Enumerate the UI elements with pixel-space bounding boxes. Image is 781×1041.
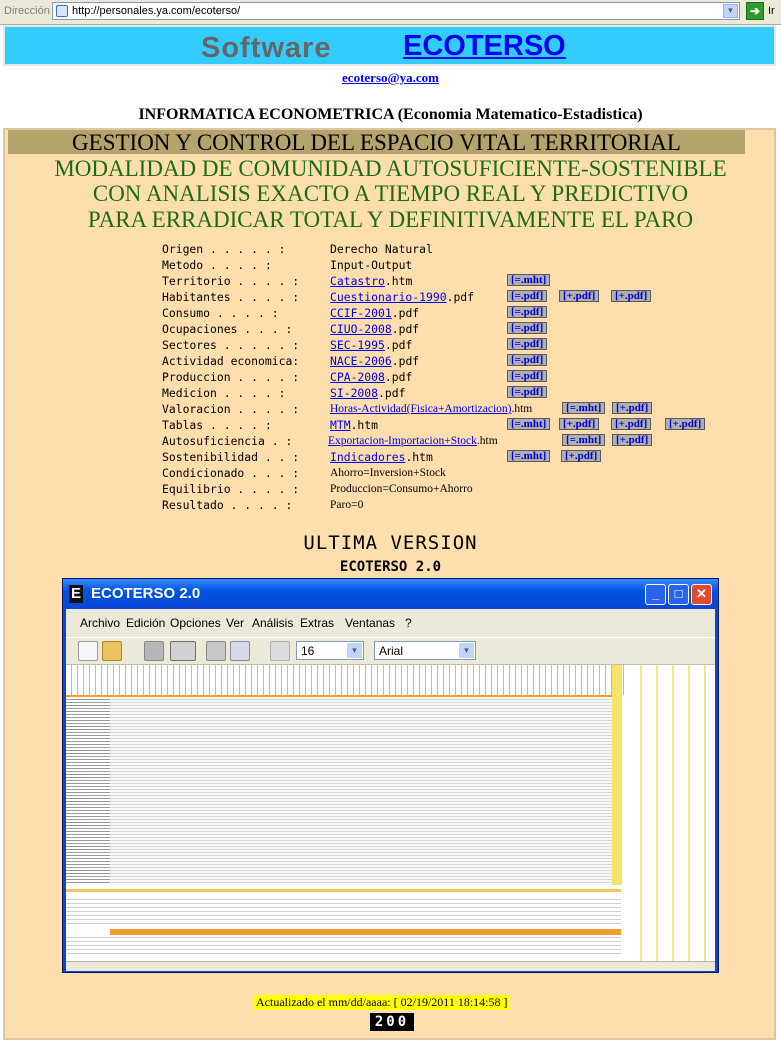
- menu-ver: Ver: [226, 616, 245, 630]
- header-banner: [3, 25, 776, 66]
- spec-key: Territorio . . . . :: [162, 274, 300, 288]
- spec-link[interactable]: Indicadores: [330, 450, 406, 464]
- open-folder-icon: [102, 641, 122, 661]
- minimize-icon: _: [645, 584, 666, 605]
- download-badge[interactable]: [+.pdf]: [611, 290, 651, 302]
- spec-key: Habitantes . . . . :: [162, 290, 300, 304]
- tools-icon: [206, 641, 226, 661]
- download-badge[interactable]: [=.pdf]: [507, 290, 547, 302]
- headline-line-1: MODALIDAD DE COMUNIDAD AUTOSUFICIENTE-SOSTENIBLE: [54, 156, 727, 181]
- window-titlebar: [63, 579, 718, 609]
- spec-value: Paro=0: [330, 499, 364, 511]
- window-client: [66, 609, 715, 970]
- spec-ext: .htm: [511, 403, 533, 415]
- spec-ext: .pdf: [391, 354, 420, 368]
- grid-summary-rows: [66, 897, 621, 927]
- spec-ext: .htm: [405, 450, 433, 464]
- spec-key: Sectores . . . . . :: [162, 338, 300, 352]
- spec-link[interactable]: MTM: [330, 418, 351, 432]
- download-badge[interactable]: [=.pdf]: [507, 306, 547, 318]
- headline-line-3: PARA ERRADICAR TOTAL Y DEFINITIVAMENTE EL PARO: [87, 207, 694, 232]
- font-size-combo: [296, 641, 364, 660]
- download-badge[interactable]: [+.pdf]: [665, 418, 705, 430]
- spec-ext: .pdf: [391, 306, 420, 320]
- spec-key: Ocupaciones . . . :: [162, 322, 293, 336]
- spec-value: Derecho Natural: [330, 242, 433, 256]
- download-badge[interactable]: [=.pdf]: [507, 386, 547, 398]
- menu-edicion: Edición: [126, 616, 166, 630]
- spec-value: [330, 403, 532, 415]
- download-badge[interactable]: [=.pdf]: [507, 354, 547, 366]
- address-url[interactable]: http://personales.ya.com/ecoterso/: [72, 5, 241, 17]
- download-badge[interactable]: [=.mht]: [507, 450, 550, 462]
- download-badge[interactable]: [=.mht]: [562, 402, 605, 414]
- spec-ext: .htm: [350, 418, 379, 432]
- spec-key: Consumo . . . . :: [162, 306, 279, 320]
- spec-key: Actividad economica:: [162, 354, 300, 368]
- spec-value: [330, 322, 419, 336]
- spec-value: [330, 306, 419, 320]
- spec-link[interactable]: CIUO-2008: [330, 322, 392, 336]
- grid-total-column: [612, 665, 622, 885]
- spec-ext: .pdf: [391, 322, 420, 336]
- new-file-icon: [78, 641, 98, 661]
- maximize-icon: □: [668, 584, 689, 605]
- close-icon: ✕: [691, 584, 712, 605]
- spec-link[interactable]: Catastro: [330, 274, 385, 288]
- address-input[interactable]: [52, 2, 740, 20]
- address-label: Dirección: [4, 5, 50, 17]
- font-name-value: Arial: [379, 644, 404, 658]
- last-updated: Actualizado el mm/dd/aaaa: [ 02/19/2011 18:14:58 ]: [256, 995, 508, 1009]
- grid-summary-divider: [66, 889, 621, 892]
- spec-link[interactable]: Horas-Actividad(Fisica+Amortizacion): [330, 403, 512, 415]
- gestion-heading: GESTION Y CONTROL DEL ESPACIO VITAL TERRITORIAL: [8, 130, 745, 154]
- spreadsheet-grid: [66, 665, 715, 961]
- download-badge[interactable]: [=.mht]: [562, 434, 605, 446]
- toolbar: [66, 637, 715, 665]
- spec-value: [330, 354, 419, 368]
- spec-value: [330, 450, 433, 464]
- window-title: ECOTERSO 2.0: [91, 585, 201, 602]
- app-e-icon: E: [70, 585, 81, 602]
- save-icon: [144, 641, 164, 661]
- spec-link[interactable]: NACE-2006: [330, 354, 392, 368]
- download-badge[interactable]: [+.pdf]: [612, 402, 652, 414]
- spec-value: Input-Output: [330, 258, 413, 272]
- spec-ext: .pdf: [384, 370, 413, 384]
- menu-opciones: Opciones: [170, 616, 221, 630]
- spec-value: Ahorro=Inversion+Stock: [330, 467, 446, 479]
- version-name: ECOTERSO 2.0: [339, 559, 442, 575]
- menu-analisis: Análisis: [252, 616, 294, 630]
- chevron-down-icon: ▼: [459, 643, 474, 658]
- menu-archivo: Archivo: [80, 616, 121, 630]
- spec-key: Tablas . . . . :: [162, 418, 272, 432]
- spec-value: [330, 418, 378, 432]
- chevron-down-icon: ▼: [347, 643, 362, 658]
- go-arrow-icon[interactable]: ➔: [746, 2, 764, 20]
- spec-value: [330, 290, 474, 304]
- spec-key: Metodo . . . . :: [162, 258, 272, 272]
- spec-key: Resultado . . . . :: [162, 498, 293, 512]
- font-size-value: 16: [301, 644, 315, 658]
- email-link[interactable]: ecoterso@ya.com: [342, 70, 439, 85]
- page-subtitle: INFORMATICA ECONOMETRICA (Economia Matematico-Estadistica): [138, 106, 643, 123]
- spec-key: Autosuficiencia . :: [162, 434, 293, 448]
- spec-value: [330, 338, 412, 352]
- disabled-tool-icon: [270, 641, 290, 661]
- grid-right-panel: [626, 665, 715, 961]
- spec-link[interactable]: CCIF-2001: [330, 306, 392, 320]
- download-badge[interactable]: [=.pdf]: [507, 370, 547, 382]
- download-badge[interactable]: [+.pdf]: [612, 434, 652, 446]
- spec-key: Medicion . . . . :: [162, 386, 286, 400]
- spec-key: Sostenibilidad . . :: [162, 450, 300, 464]
- menu-ventanas: Ventanas: [345, 616, 396, 630]
- download-badge[interactable]: [+.pdf]: [559, 418, 599, 430]
- spec-value: [330, 274, 412, 288]
- spec-ext: .pdf: [384, 338, 413, 352]
- spec-key: Equilibrio . . . . :: [162, 482, 300, 496]
- brand-link[interactable]: ECOTERSO: [403, 30, 566, 62]
- status-bar: [66, 961, 715, 971]
- download-badge[interactable]: [+.pdf]: [611, 418, 651, 430]
- spec-link[interactable]: SI-2008: [330, 386, 379, 400]
- download-badge[interactable]: [=.pdf]: [507, 338, 547, 350]
- spec-key: Valoracion . . . . :: [162, 402, 300, 416]
- menu-help: ?: [405, 616, 412, 630]
- page-icon: [56, 5, 68, 17]
- grid-rows: [66, 697, 621, 885]
- preview-icon: [230, 641, 250, 661]
- ultima-version-heading: ULTIMA VERSION: [303, 532, 478, 554]
- spec-link[interactable]: Exportacion-Importacion+Stock: [328, 435, 477, 447]
- visit-counter: 200: [370, 1013, 414, 1031]
- download-badge[interactable]: [=.mht]: [507, 418, 550, 430]
- spec-value: Produccion=Consumo+Ahorro: [330, 483, 473, 495]
- spec-key: Condicionado . . . :: [162, 466, 300, 480]
- spec-ext: .pdf: [378, 386, 406, 400]
- spec-key: Produccion . . . . :: [162, 370, 300, 384]
- spec-ext: .htm: [476, 435, 498, 447]
- spec-value: [330, 386, 405, 400]
- grid-row-labels: [66, 697, 110, 885]
- app-window-screenshot: [62, 578, 719, 973]
- spec-key: Origen . . . . . :: [162, 242, 286, 256]
- printer-icon: [170, 641, 196, 661]
- download-badge[interactable]: [+.pdf]: [559, 290, 599, 302]
- download-badge[interactable]: [=.pdf]: [507, 322, 547, 334]
- download-badge[interactable]: [=.mht]: [507, 274, 550, 286]
- font-name-combo: [374, 641, 476, 660]
- software-label: Software: [201, 32, 332, 64]
- spec-ext: .pdf: [446, 290, 475, 304]
- spec-ext: .htm: [384, 274, 413, 288]
- download-badge[interactable]: [+.pdf]: [561, 450, 601, 462]
- spec-value: [328, 435, 498, 447]
- spec-value: [330, 370, 412, 384]
- spec-link[interactable]: CPA-2008: [330, 370, 385, 384]
- headline-line-2: CON ANALISIS EXACTO A TIEMPO REAL Y PREDICTIVO: [92, 181, 689, 206]
- spec-link[interactable]: SEC-1995: [330, 338, 385, 352]
- address-bar: [0, 0, 781, 25]
- chevron-down-icon[interactable]: ▼: [723, 4, 738, 18]
- grid-lower-rows: [66, 937, 621, 957]
- spec-link[interactable]: Cuestionario-1990: [330, 290, 447, 304]
- menu-extras: Extras: [300, 616, 335, 630]
- grid-lower-divider: [110, 929, 621, 935]
- go-button[interactable]: Ir: [768, 5, 775, 17]
